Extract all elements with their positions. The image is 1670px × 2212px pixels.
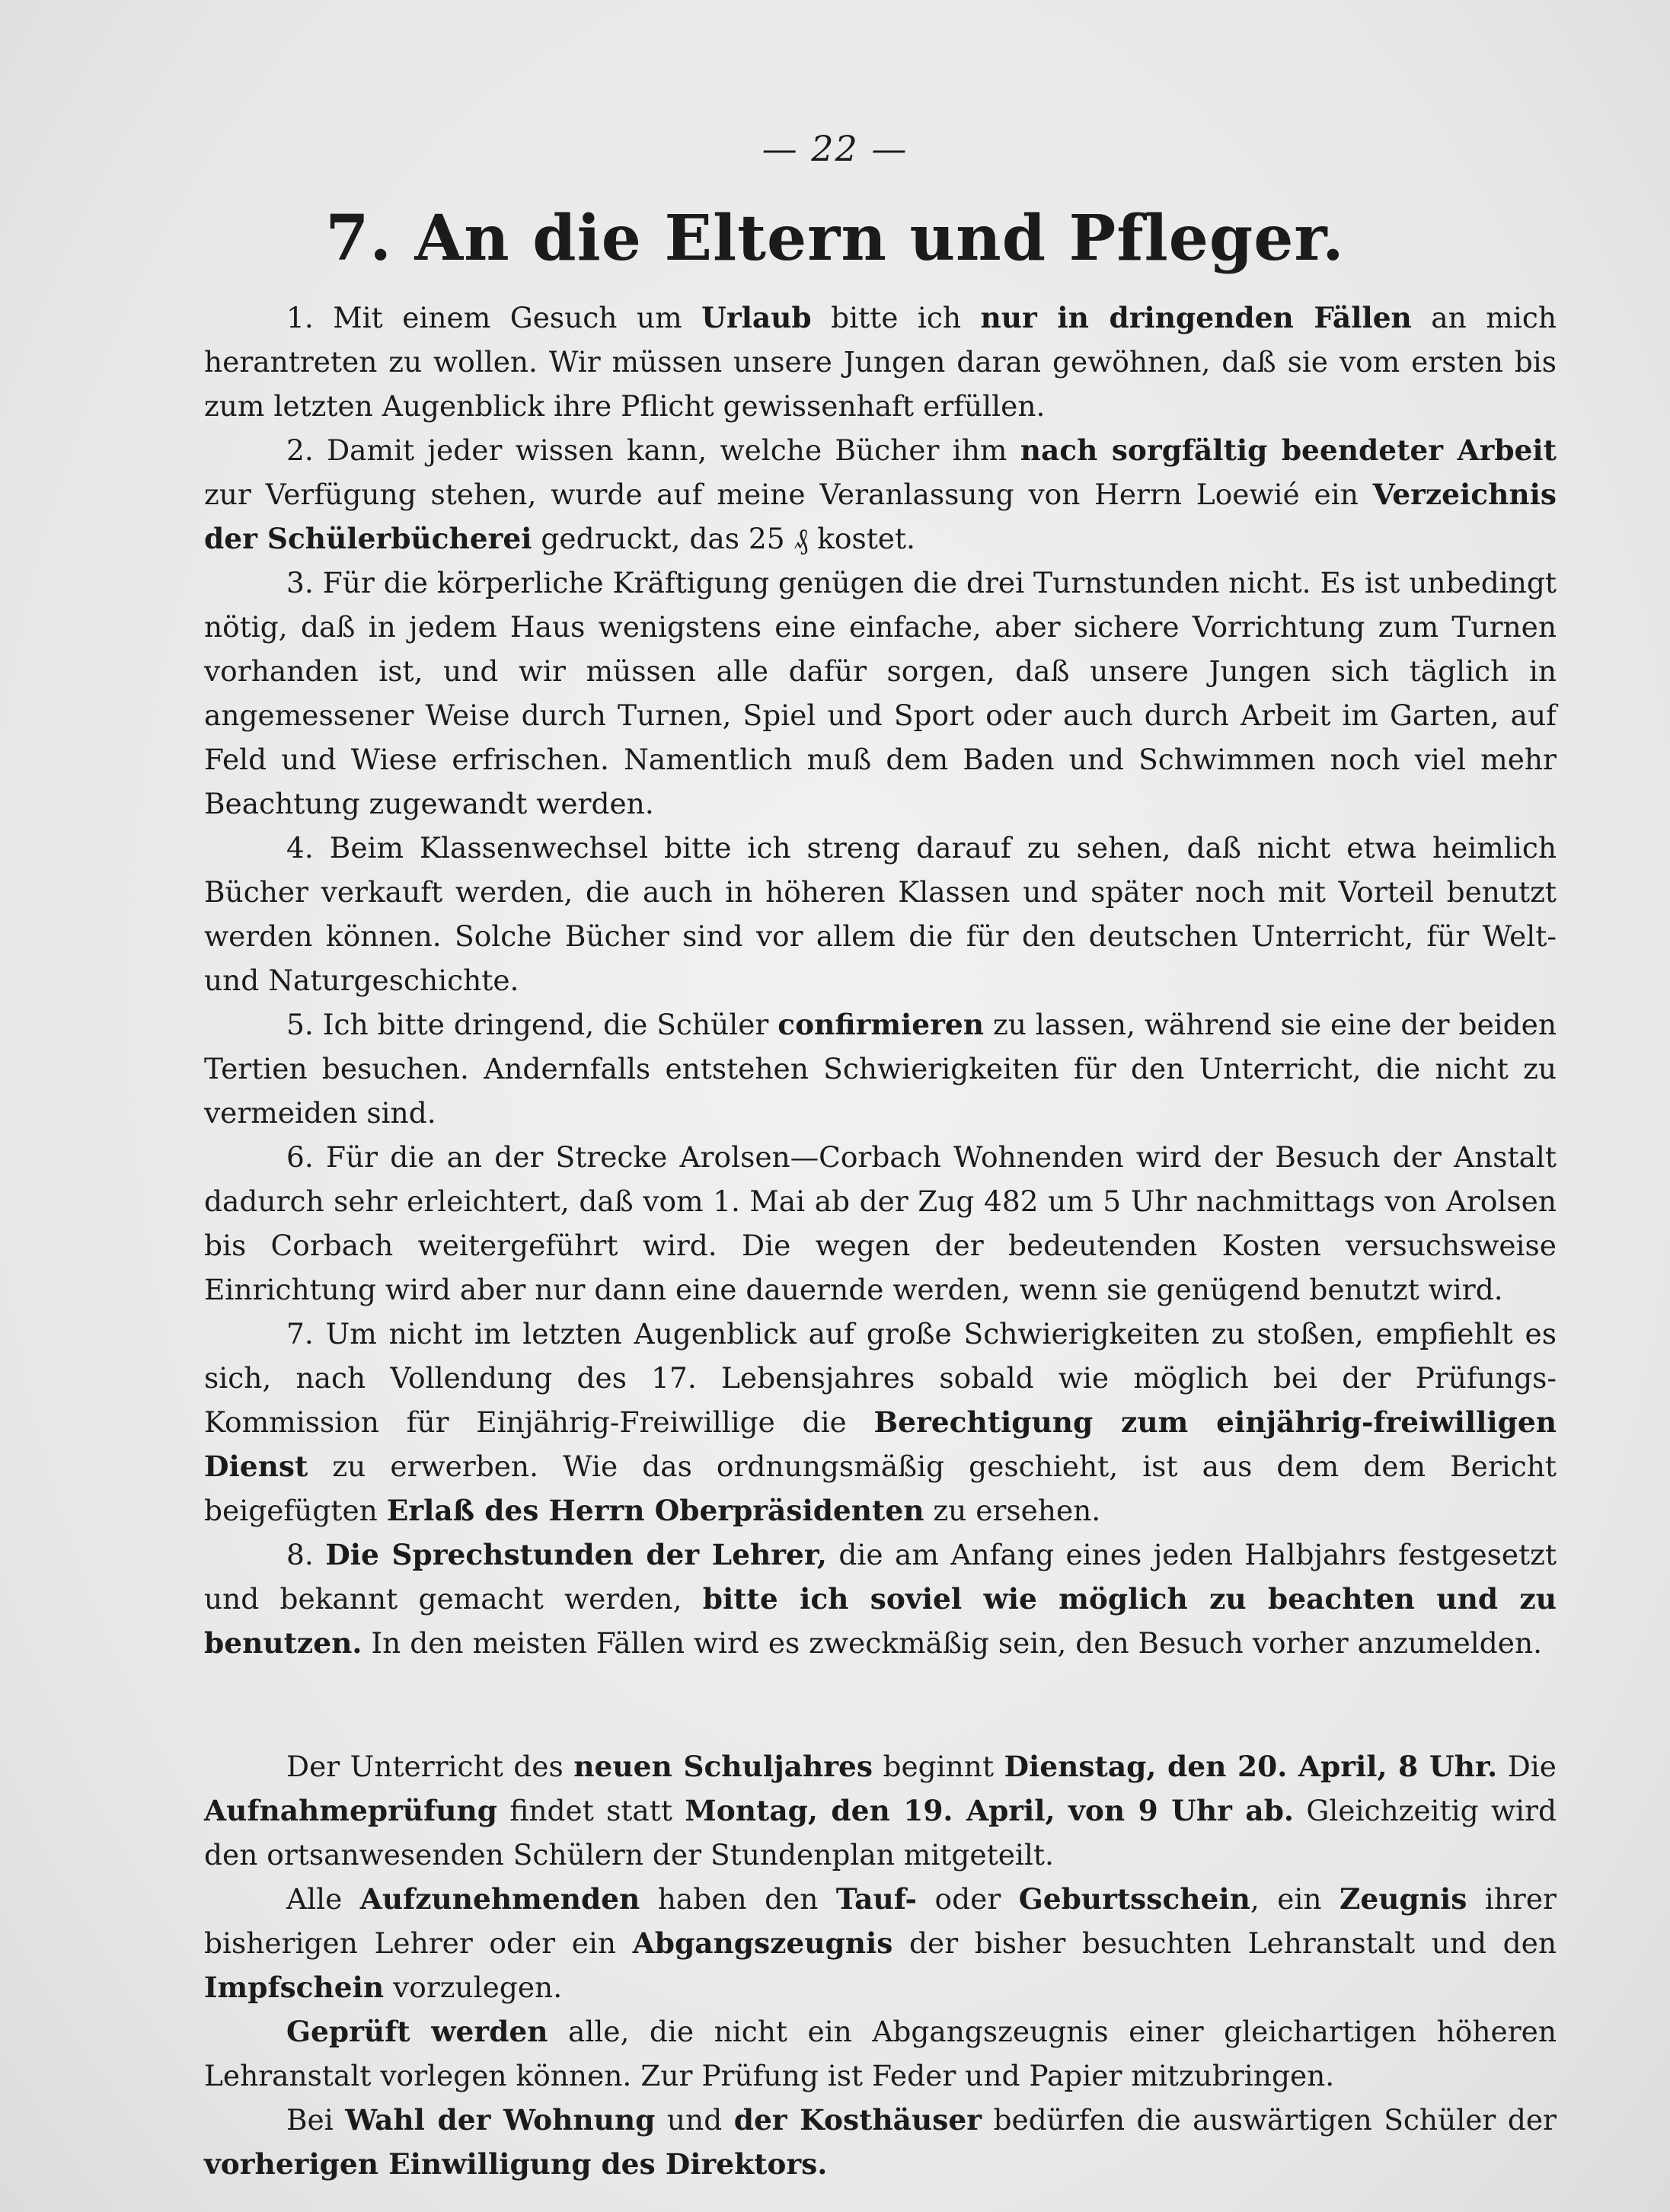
emphasis-text: Tauf- (835, 1882, 918, 1916)
emphasis-text: Aufnahmeprüfung (204, 1794, 497, 1827)
text-run: vorzulegen. (384, 1971, 563, 2004)
text-run: zu erwerben. Wie das ordnungsmäßig geschieht, ist aus dem dem Bericht beigefügten (204, 1450, 1557, 1527)
text-run: haben den (640, 1882, 836, 1916)
emphasis-text: Wahl der Wohnung (345, 2103, 656, 2137)
emphasis-text: Dienstag, den 20. April, 8 Uhr. (1004, 1750, 1498, 1783)
emphasis-text: Berechtigung zum einjährig-freiwilligen Dienst (204, 1405, 1557, 1483)
emphasis-text: Abgangszeugnis (632, 1926, 893, 1960)
school-notices (204, 1744, 1557, 2186)
text-run: Bei (286, 2103, 346, 2137)
text-run: , ein (1250, 1882, 1340, 1916)
text-run: oder (917, 1882, 1019, 1916)
numbered-paragraph (204, 1135, 1557, 1312)
notice-paragraph (204, 1744, 1557, 1877)
emphasis-text: neuen Schuljahres (573, 1750, 873, 1783)
text-run: ihrer bisherigen Lehrer oder ein (204, 1882, 1557, 1960)
emphasis-text: Montag, den 19. April, von 9 Uhr ab. (685, 1794, 1294, 1827)
numbered-paragraph (204, 1002, 1557, 1135)
emphasis-text: Zeugnis (1340, 1882, 1467, 1916)
emphasis-text: Aufzunehmenden (359, 1882, 640, 1916)
emphasis-text: Urlaub (701, 301, 812, 334)
text-run: zu lassen, während sie eine der beiden Tertien besuchen. Andernfalls entstehen Schwierigkeiten für den Unterricht, die nicht zu vermeiden sind. (204, 1008, 1557, 1130)
numbered-paragraph (204, 826, 1557, 1002)
text-run: zu ersehen. (924, 1494, 1101, 1527)
text-run: Alle (286, 1882, 360, 1916)
emphasis-text: nur in dringenden Fällen (980, 301, 1412, 334)
numbered-paragraph (204, 1533, 1557, 1665)
text-run: 5. Ich bitte dringend, die Schüler (286, 1008, 778, 1041)
emphasis-text: der Kosthäuser (733, 2103, 982, 2137)
text-run: die am Anfang eines jeden Halbjahrs festgesetzt und bekannt gemacht werden, (204, 1538, 1557, 1616)
text-run: bitte ich (811, 301, 981, 334)
text-run: In den meisten Fällen wird es zweckmäßig sein, den Besuch vorher anzumelden. (362, 1626, 1543, 1660)
text-run: alle, die nicht ein Abgangszeugnis einer gleichartigen höheren Lehranstalt vorlegen können. Zur Prüfung ist Feder und Papier mitzubringen. (204, 2015, 1557, 2092)
text-run: 4. Beim Klassenwechsel bitte ich streng darauf zu sehen, daß nicht etwa heimlich Bücher verkauft werden, die auch in höheren Klassen und später noch mit Vorteil benutzt werden können. Solche Bücher sind vor allem die für den deutschen Unterricht, für Welt- und Naturgeschichte. (204, 831, 1557, 997)
text-run: der bisher besuchten Lehranstalt und den (892, 1926, 1557, 1960)
text-run: gedruckt, das 25 ₰ kostet. (532, 522, 915, 555)
numbered-items (204, 296, 1557, 1665)
text-run: an mich herantreten zu wollen. Wir müssen unsere Jungen daran gewöhnen, daß sie vom ersten bis zum letzten Augenblick ihre Pflicht gewissenhaft erfüllen. (204, 301, 1557, 423)
numbered-paragraph (204, 1312, 1557, 1533)
text-run: Gleichzeitig wird den ortsanwesenden Schülern der Stundenplan mitgeteilt. (204, 1794, 1557, 1872)
text-run: 8. (286, 1538, 326, 1571)
text-run: findet statt (497, 1794, 685, 1827)
text-run: Die (1497, 1750, 1557, 1783)
text-run: beginnt (872, 1750, 1004, 1783)
emphasis-text: Verzeichnis der Schülerbücherei (204, 478, 1557, 555)
emphasis-text: Impfschein (204, 1971, 385, 2004)
text-run: 7. Um nicht im letzten Augenblick auf große Schwierigkeiten zu stoßen, empfiehlt es sich, nach Vollendung des 17. Lebensjahres sobald wie möglich bei der Prüfungs-Kommission für Einjährig-Freiwillige die (204, 1317, 1557, 1439)
emphasis-text: Geburtsschein (1018, 1882, 1250, 1916)
section-heading: 7. An die Eltern und Pfleger. (325, 202, 1345, 275)
numbered-paragraph (204, 561, 1557, 826)
text-run: 6. Für die an der Strecke Arolsen—Corbach Wohnenden wird der Besuch der Anstalt dadurch sehr erleichtert, daß vom 1. Mai ab der Zug 482 um 5 Uhr nachmittags von Arolsen bis Corbach weitergeführt wird. Die wegen der bedeutenden Kosten versuchsweise Einrichtung wird aber nur dann eine dauernde werden, wenn sie genügend benutzt wird. (204, 1140, 1557, 1306)
notice-paragraph (204, 2009, 1557, 2098)
numbered-paragraph (204, 296, 1557, 428)
emphasis-text: nach sorgfältig beendeter Arbeit (1020, 433, 1557, 467)
emphasis-text: Erlaß des Herrn Oberpräsidenten (386, 1494, 924, 1527)
notice-paragraph (204, 2098, 1557, 2186)
text-run: bedürfen die auswärtigen Schüler der (981, 2103, 1557, 2137)
document-body (204, 296, 1557, 2186)
numbered-paragraph (204, 428, 1557, 561)
emphasis-text: confirmieren (778, 1008, 985, 1041)
section-gap (204, 1665, 1557, 1744)
text-run: 2. Damit jeder wissen kann, welche Bücher ihm (286, 433, 1020, 467)
emphasis-text: Die Sprechstunden der Lehrer, (325, 1538, 827, 1571)
emphasis-text: Geprüft werden (286, 2015, 548, 2048)
emphasis-text: vorherigen Einwilligung des Direktors. (204, 2147, 828, 2181)
text-run: Der Unterricht des (286, 1750, 574, 1783)
emphasis-text: bitte ich soviel wie möglich zu beachten und zu benutzen. (204, 1582, 1557, 1660)
notice-paragraph (204, 1877, 1557, 2009)
text-run: 3. Für die körperliche Kräftigung genügen die drei Turnstunden nicht. Es ist unbedingt nötig, daß in jedem Haus wenigstens eine einfache, aber sichere Vorrichtung zum Turnen vorhanden ist, und wir müssen alle dafür sorgen, daß unsere Jungen sich täglich in angemessener Weise durch Turnen, Spiel und Sport oder auch durch Arbeit im Garten, auf Feld und Wiese erfrischen. Namentlich muß dem Baden und Schwimmen noch viel mehr Beachtung zugewandt werden. (204, 566, 1557, 820)
page-number: — 22 — (762, 128, 908, 169)
text-run: zur Verfügung stehen, wurde auf meine Veranlassung von Herrn Loewié ein (204, 478, 1373, 511)
text-run: und (655, 2103, 734, 2137)
text-run: 1. Mit einem Gesuch um (286, 301, 702, 334)
